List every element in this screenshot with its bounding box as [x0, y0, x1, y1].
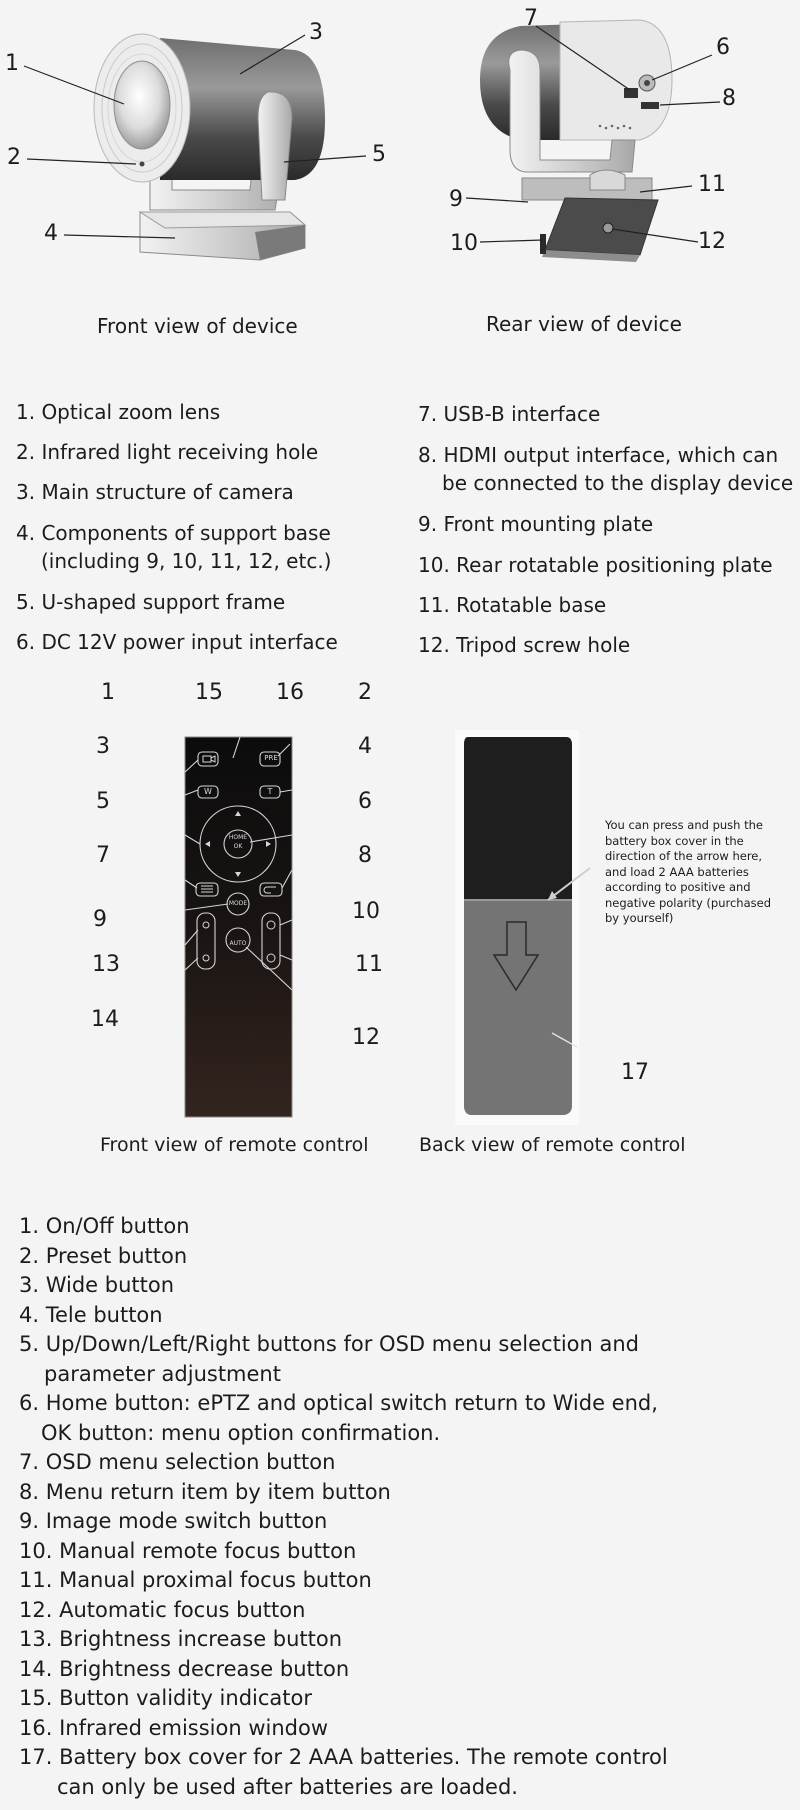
remote-callout-4: 4 — [358, 734, 372, 759]
callout-2: 2 — [7, 145, 21, 170]
ok-button: OK — [233, 843, 243, 850]
battery-note-line: and load 2 AAA batteries — [605, 864, 749, 879]
battery-note-line: battery box cover in the — [605, 833, 744, 848]
list-item: parameter adjustment — [44, 1361, 281, 1386]
list-item: 15. Button validity indicator — [19, 1686, 312, 1710]
list-item: 3. Wide button — [19, 1273, 175, 1297]
tele-button: T — [267, 787, 273, 796]
remote-callout-17: 17 — [621, 1060, 649, 1085]
callout-12: 12 — [698, 229, 726, 254]
list-item: 11. Rotatable base — [418, 593, 607, 617]
callout-4: 4 — [44, 221, 58, 246]
list-item: 2. Preset button — [19, 1243, 188, 1268]
remote-callout-11: 11 — [355, 952, 383, 977]
remote-callout-9: 9 — [93, 907, 107, 932]
list-item: 12. Automatic focus button — [19, 1597, 306, 1622]
battery-note — [605, 818, 800, 927]
mode-button: MODE — [228, 900, 248, 907]
remote-callout-14: 14 — [91, 1007, 119, 1032]
callout-7: 7 — [524, 6, 538, 31]
callout-3: 3 — [309, 20, 323, 45]
list-item: 5. U-shaped support frame — [16, 590, 286, 614]
battery-note-line: direction of the arrow here, — [605, 849, 763, 863]
remote-callout-12: 12 — [352, 1025, 380, 1050]
home-button: HOME — [228, 834, 248, 841]
remote-callout-10: 10 — [352, 899, 380, 924]
list-item: be connected to the display device — [442, 471, 794, 495]
list-item: 12. Tripod screw hole — [418, 633, 631, 657]
battery-note-line: You can press and push the — [605, 818, 763, 832]
remote-callout-13: 13 — [92, 952, 120, 977]
callout-6: 6 — [716, 35, 730, 60]
battery-note-line: according to positive and — [605, 880, 751, 894]
remote-callout-5: 5 — [96, 789, 110, 814]
list-item: 4. Tele button — [19, 1302, 163, 1327]
battery-note-line: negative polarity (purchased — [605, 895, 771, 910]
remote-callout-3: 3 — [96, 734, 110, 759]
list-item: 10. Rear rotatable positioning plate — [418, 553, 773, 577]
list-item: 3. Main structure of camera — [16, 480, 294, 504]
battery-note-line: by yourself) — [605, 911, 674, 925]
remote-front-caption: Front view of remote control — [100, 1134, 369, 1156]
list-item: 1. On/Off button — [19, 1214, 190, 1238]
list-item: 5. Up/Down/Left/Right buttons for OSD menu selection and — [19, 1332, 640, 1356]
remote-callout-15: 15 — [195, 680, 223, 705]
list-item: 8. HDMI output interface, which can — [418, 443, 779, 467]
remote-callout-8: 8 — [358, 843, 372, 868]
callout-1: 1 — [5, 51, 19, 76]
callout-11: 11 — [698, 172, 726, 197]
remote-buttons-list — [19, 1212, 794, 1802]
pre-button: PRE — [264, 754, 278, 762]
list-item: 2. Infrared light receiving hole — [16, 440, 319, 464]
list-item: 4. Components of support base — [16, 521, 331, 545]
list-item: 6. Home button: ePTZ and optical switch return to Wide end, — [19, 1391, 658, 1415]
remote-callout-2: 2 — [358, 680, 372, 705]
wide-button: W — [204, 787, 212, 796]
remote-callout-6: 6 — [358, 789, 372, 814]
list-item: 11. Manual proximal focus button — [19, 1568, 372, 1592]
list-item: can only be used after batteries are loaded. — [57, 1774, 518, 1799]
callout-9: 9 — [449, 187, 463, 212]
list-item: 14. Brightness decrease button — [19, 1656, 350, 1681]
list-item: 7. USB-B interface — [418, 402, 601, 426]
list-item: 7. OSD menu selection button — [19, 1450, 336, 1474]
list-item: 9. Image mode switch button — [19, 1509, 328, 1533]
remote-callout-7: 7 — [96, 843, 110, 868]
front-view-device-caption: Front view of device — [97, 314, 298, 338]
list-item: 9. Front mounting plate — [418, 512, 654, 536]
remote-back-caption: Back view of remote control — [419, 1134, 686, 1156]
remote-callout-16: 16 — [276, 680, 304, 705]
list-item: 16. Infrared emission window — [19, 1715, 329, 1740]
list-item: 8. Menu return item by item button — [19, 1479, 391, 1504]
callout-8: 8 — [722, 86, 736, 111]
list-item: 17. Battery box cover for 2 AAA batteries. The remote control — [19, 1745, 668, 1769]
list-item: 10. Manual remote focus button — [19, 1538, 357, 1563]
callout-10: 10 — [450, 231, 478, 256]
list-item: OK button: menu option confirmation. — [41, 1420, 441, 1445]
rear-view-device-caption: Rear view of device — [486, 312, 682, 336]
remote-callout-1: 1 — [101, 680, 115, 705]
list-item: 1. Optical zoom lens — [16, 400, 221, 424]
list-item: (including 9, 10, 11, 12, etc.) — [41, 549, 332, 573]
auto-button: AUTO — [229, 940, 247, 947]
list-item: 13. Brightness increase button — [19, 1627, 343, 1651]
list-item: 6. DC 12V power input interface — [16, 630, 338, 654]
callout-5: 5 — [372, 142, 386, 167]
